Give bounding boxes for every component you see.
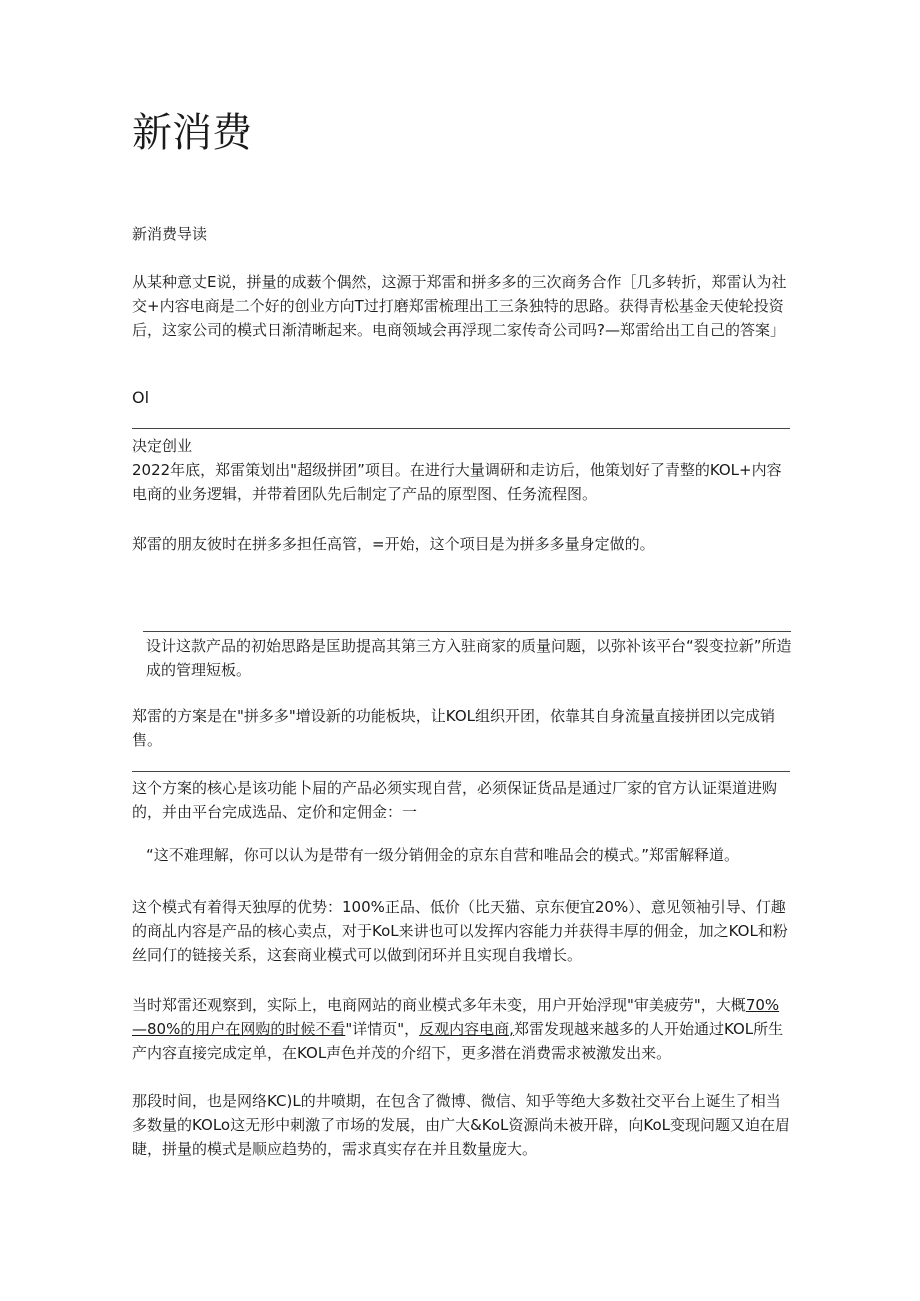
paragraph-2: 郑雷的朋友彼时在拼多多担任高管，=开始，这个项目是为拼多多量身定做的。 <box>132 535 655 553</box>
section-number: Ol <box>132 388 150 407</box>
paragraph-1: 2022年底，郑雷策划出"超级拼团”项目。在进行大量调研和走访后，他策划好了青整的KOL+内容电商的业务逻辑，并带着团队先后制定了产品的原型图、任务流程图。 <box>132 461 782 503</box>
intro-paragraph: 从某种意丈E说，拼量的成薮个偶然，这源于郑雷和拼多多的三次商务合作［几多转折，郑雷认为社交+内容电商是二个好的创业方向T过打磨郑雷梳理出工三条独特的思路。获得青松基金天使轮投资后，这家公司的模式日渐清晰起来。电商领域会再浮现二家传奇公司吗?—郑雷给出工自己的答案」 <box>132 273 787 339</box>
paragraph-6: 这个模式有着得天独厚的优势：100%正品、低价（比天猫、京东便宜20%）、意见领袖引导、仃趣的商乩内容是产品的核心卖点，对于KoL来讲也可以发挥内容能力并获得丰厚的佣金，加之KOL和粉丝同仃的链接关系，这套商业模式可以做到闭环并且实现自我增长。 <box>132 898 788 964</box>
paragraph-7-part3: 郑雷发现越来越多的人开始通过KOL所生产内容直接完成定单，在KOL声色并茂的介绍下，更多潜在消费需求被激发出来。 <box>132 1020 784 1062</box>
paragraph-3: 设计这款产品的初始思路是匡助提高其第三方入驻商家的质量问题，以弥补该平台“裂变拉新”所造成的管理短板。 <box>146 637 792 679</box>
paragraph-4: 郑雷的方案是在"拼多多"增设新的功能板块，让KOL组织开团，依靠其自身流量直接拼团以完成销售。 <box>132 707 775 749</box>
page-title: 新消费 <box>132 110 252 156</box>
divider-3 <box>132 771 790 772</box>
paragraph-7-part2: "详情页"， <box>345 1020 420 1038</box>
section-divider <box>132 428 790 429</box>
intro-heading: 新消费导读 <box>132 225 208 243</box>
paragraph-7-underline2: 反观内容电商, <box>419 1020 514 1038</box>
paragraph-5: 这个方案的核心是该功能卜屇的产品必须实现自营，必须保证货品是通过厂家的官方认证渠道进购的，并由平台完成选品、定价和定佣金：一 <box>132 779 778 821</box>
quote: “这不难理解，你可以认为是带有一级分销佣金的京东自营和唯品会的模式。”郑雷解释道。 <box>146 846 740 864</box>
section-title: 决定创业 <box>132 437 193 455</box>
divider-2 <box>143 631 791 632</box>
paragraph-7 <box>132 993 792 1065</box>
paragraph-7-underline1: 70%—80%的用户在网购的时候不看 <box>132 996 780 1038</box>
paragraph-7-part1: 当时郑雷还观察到，实际上，电商网站的商业模式多年未变，用户开始浮现"审美疲劳"，大概 <box>132 996 746 1014</box>
paragraph-8: 那段时间，也是网络KC)L的井喷期，在包含了微博、微信、知乎等绝大多数社交平台上诞生了相当多数量的KOLo这无形中刺激了市场的发展，由广大&KoL资源尚未被开辟，向KoL变现问题又迫在眉睫，拼量的模式是顺应趋势的，需求真实存在并且数量庞大。 <box>132 1092 791 1158</box>
